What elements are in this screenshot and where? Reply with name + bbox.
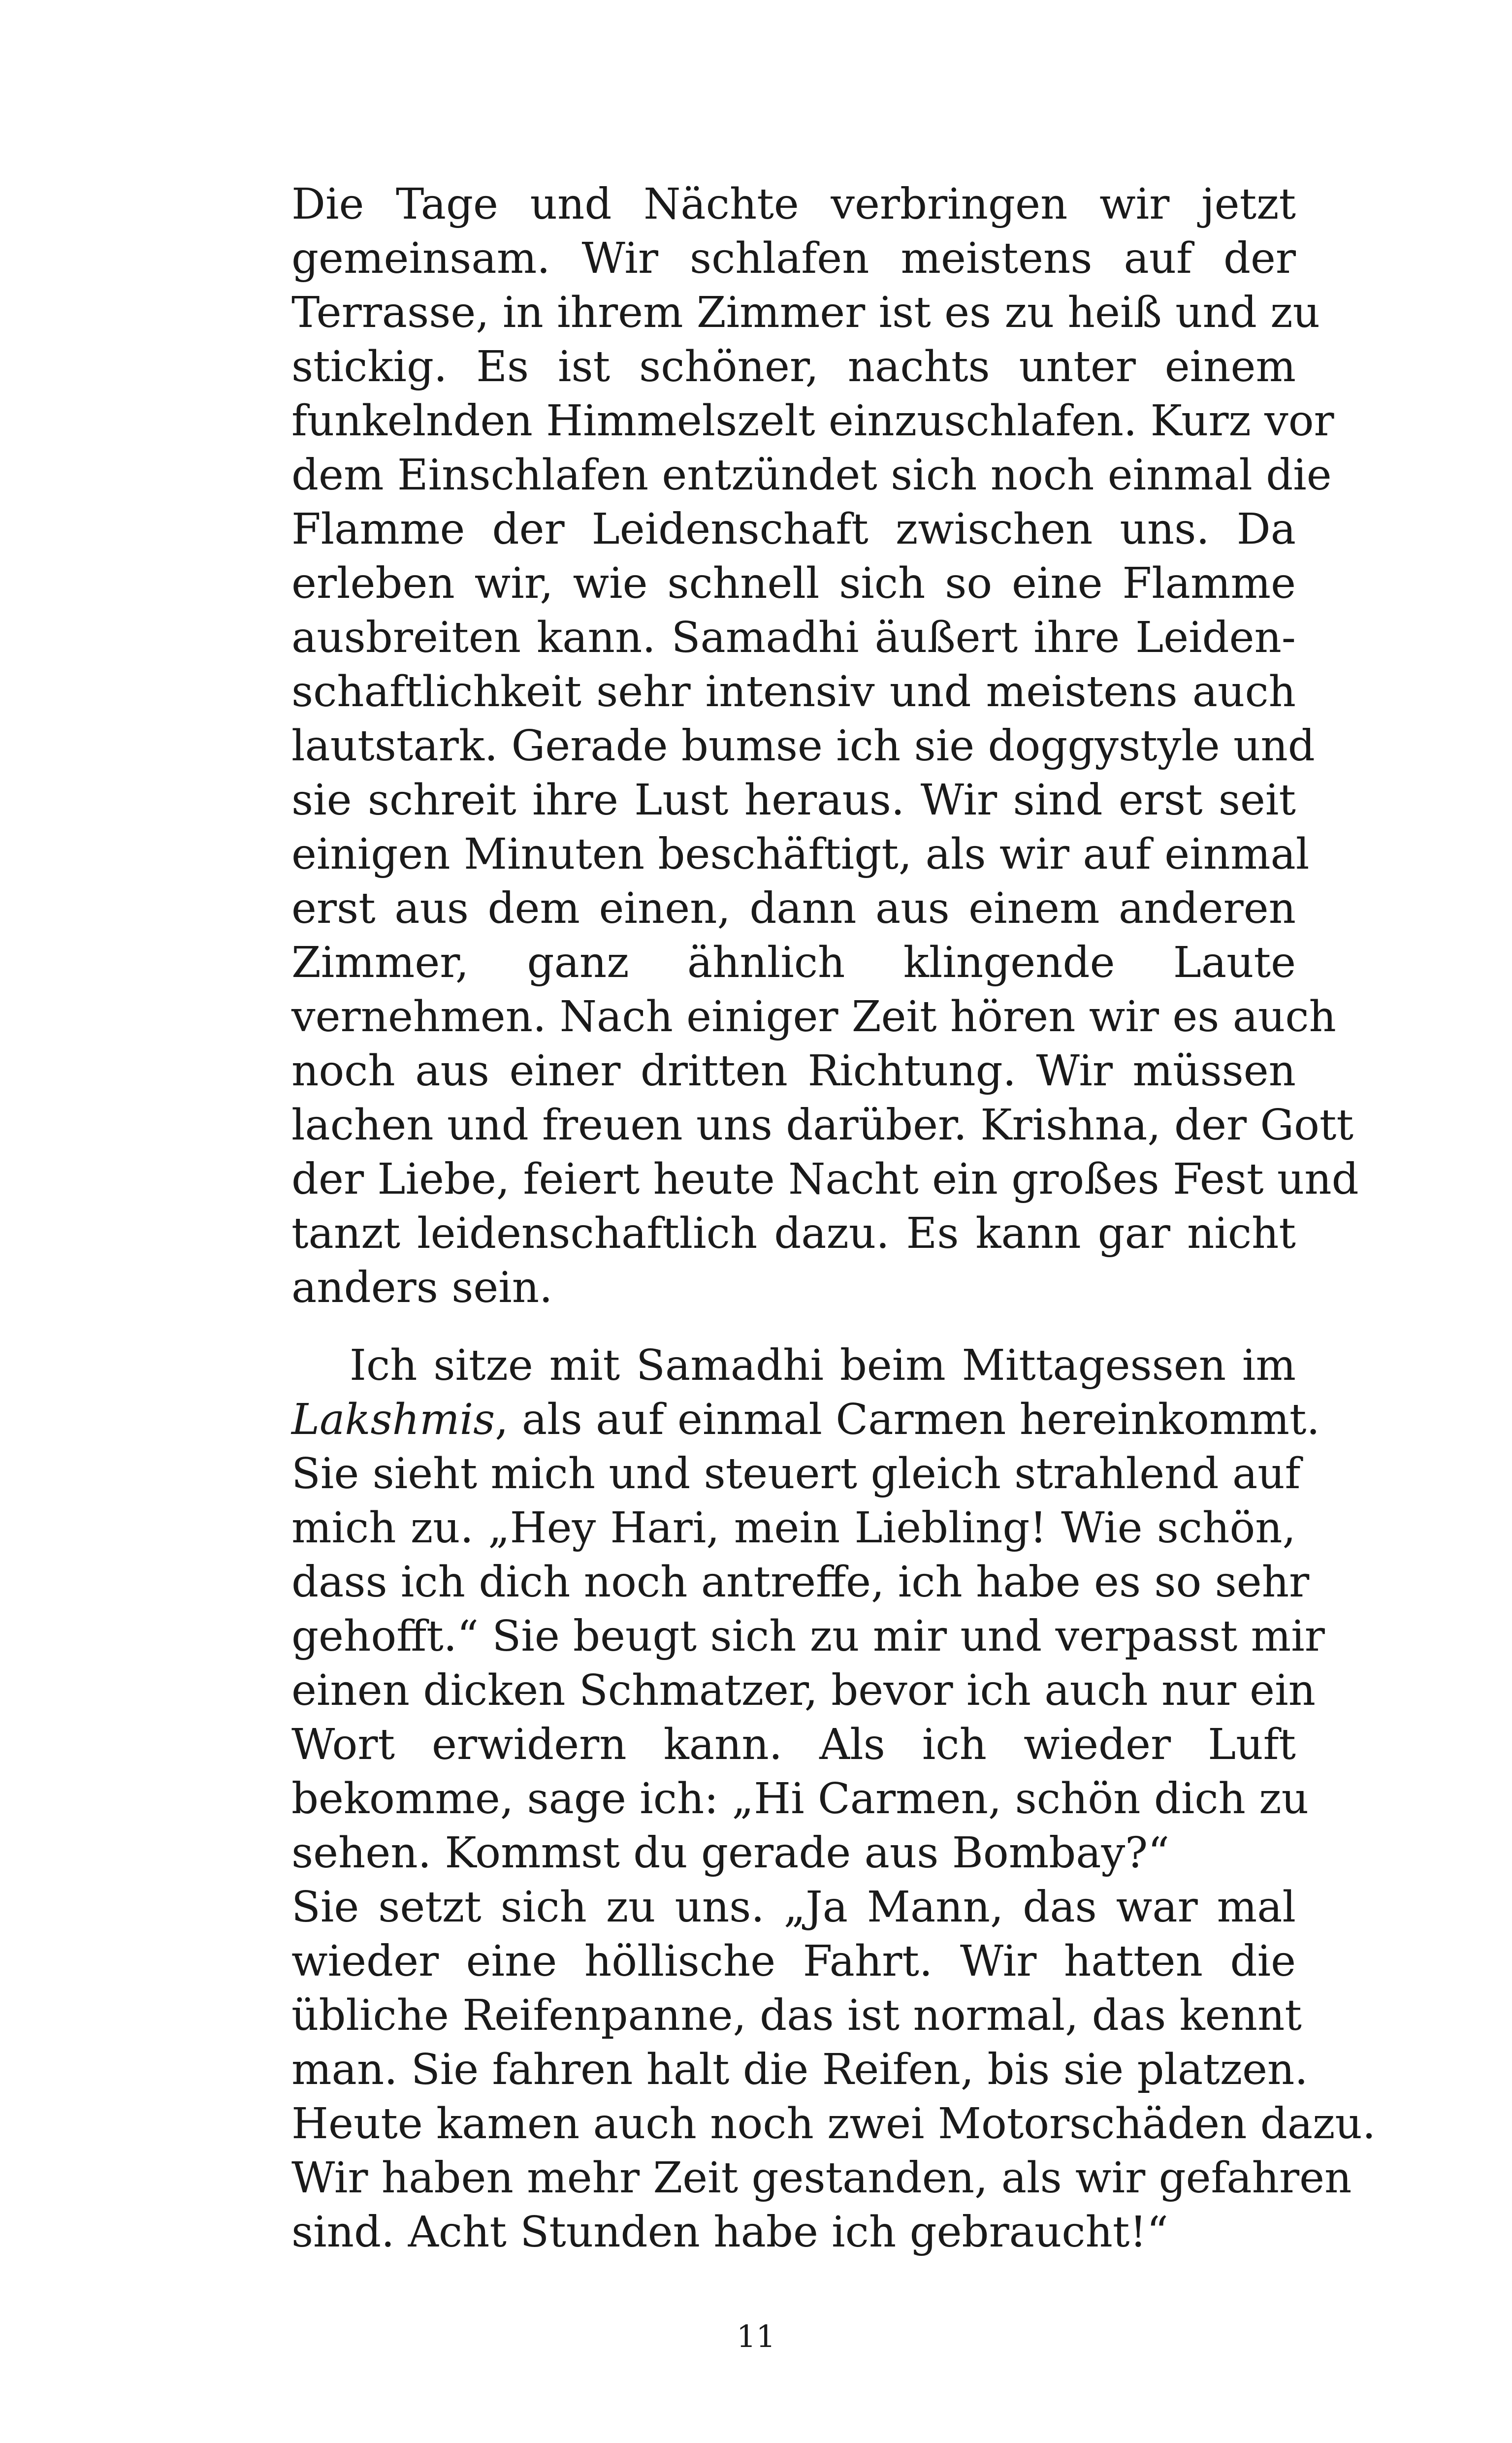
text-line	[291, 1393, 1320, 1447]
text-line: schaftlichkeit sehr intensiv und meistens auch	[291, 667, 1296, 717]
text-line: der Liebe, feiert heute Nacht ein großes Fest und	[291, 1155, 1359, 1204]
text-line: erst aus dem einen, dann aus einem anderen	[291, 884, 1296, 933]
text-line: lachen und freuen uns darüber. Krishna, der Gott	[291, 1101, 1354, 1150]
text-fragment: , als auf einmal Carmen hereinkommt.	[495, 1395, 1320, 1444]
body-text	[291, 177, 1376, 2259]
text-line: gemeinsam. Wir schlafen meistens auf der	[291, 234, 1296, 283]
text-line: Wort erwidern kann. Als ich wieder Luft	[291, 1720, 1296, 1769]
text-line: dem Einschlafen entzündet sich noch einmal die	[291, 451, 1332, 500]
text-line: tanzt leidenschaftlich dazu. Es kann gar nicht	[291, 1209, 1296, 1258]
text-line: übliche Reifenpanne, das ist normal, das kennt	[291, 1991, 1302, 2040]
paragraph-spacing	[291, 1315, 1296, 1338]
text-line: dass ich dich noch antreffe, ich habe es so sehr	[291, 1558, 1310, 1607]
text-line: sehen. Kommst du gerade aus Bombay?“	[291, 1828, 1170, 1878]
page-number: 11	[737, 2318, 775, 2354]
text-line: einen dicken Schmatzer, bevor ich auch nur ein	[291, 1666, 1316, 1715]
text-line: Sie setzt sich zu uns. „Ja Mann, das war mal	[291, 1883, 1296, 1932]
text-line: Zimmer, ganz ähnlich klingende Laute	[291, 938, 1296, 987]
text-line: sind. Acht Stunden habe ich gebraucht!“	[291, 2208, 1168, 2257]
text-line: anders sein.	[291, 1263, 553, 1312]
text-line: Flamme der Leidenschaft zwischen uns. Da	[291, 505, 1296, 554]
text-line: Ich sitze mit Samadhi beim Mittagessen im	[350, 1341, 1296, 1390]
text-line: lautstark. Gerade bumse ich sie doggystyle und	[291, 721, 1315, 771]
text-line: stickig. Es ist schöner, nachts unter einem	[291, 342, 1296, 391]
paragraph	[291, 1880, 1376, 2259]
text-line: bekomme, sage ich: „Hi Carmen, schön dich zu	[291, 1774, 1309, 1824]
text-line: Terrasse, in ihrem Zimmer ist es zu heiß und zu	[291, 288, 1320, 337]
text-line: wieder eine höllische Fahrt. Wir hatten die	[291, 1937, 1296, 1986]
text-line: gehofft.“ Sie beugt sich zu mir und verpasst mir	[291, 1612, 1325, 1661]
paragraph	[291, 177, 1359, 1315]
text-line: Wir haben mehr Zeit gestanden, als wir gefahren	[291, 2153, 1352, 2203]
text-line: sie schreit ihre Lust heraus. Wir sind erst seit	[291, 776, 1296, 825]
italic-name: Lakshmis	[291, 1395, 495, 1444]
paragraph	[291, 1338, 1325, 1880]
text-line: Sie sieht mich und steuert gleich strahlend auf	[291, 1449, 1301, 1498]
text-line: ausbreiten kann. Samadhi äußert ihre Leiden-	[291, 613, 1296, 662]
text-line: erleben wir, wie schnell sich so eine Flamme	[291, 559, 1296, 608]
text-line: Die Tage und Nächte verbringen wir jetzt	[291, 180, 1296, 229]
text-line: man. Sie fahren halt die Reifen, bis sie platzen.	[291, 2045, 1308, 2094]
text-line: Heute kamen auch noch zwei Motorschäden dazu.	[291, 2099, 1376, 2149]
text-line: mich zu. „Hey Hari, mein Liebling! Wie schön,	[291, 1503, 1296, 1553]
text-line: funkelnden Himmelszelt einzuschlafen. Kurz vor	[291, 396, 1334, 446]
text-line: noch aus einer dritten Richtung. Wir müssen	[291, 1046, 1296, 1096]
text-line: einigen Minuten beschäftigt, als wir auf einmal	[291, 830, 1310, 879]
text-line: vernehmen. Nach einiger Zeit hören wir es auch	[291, 992, 1336, 1042]
